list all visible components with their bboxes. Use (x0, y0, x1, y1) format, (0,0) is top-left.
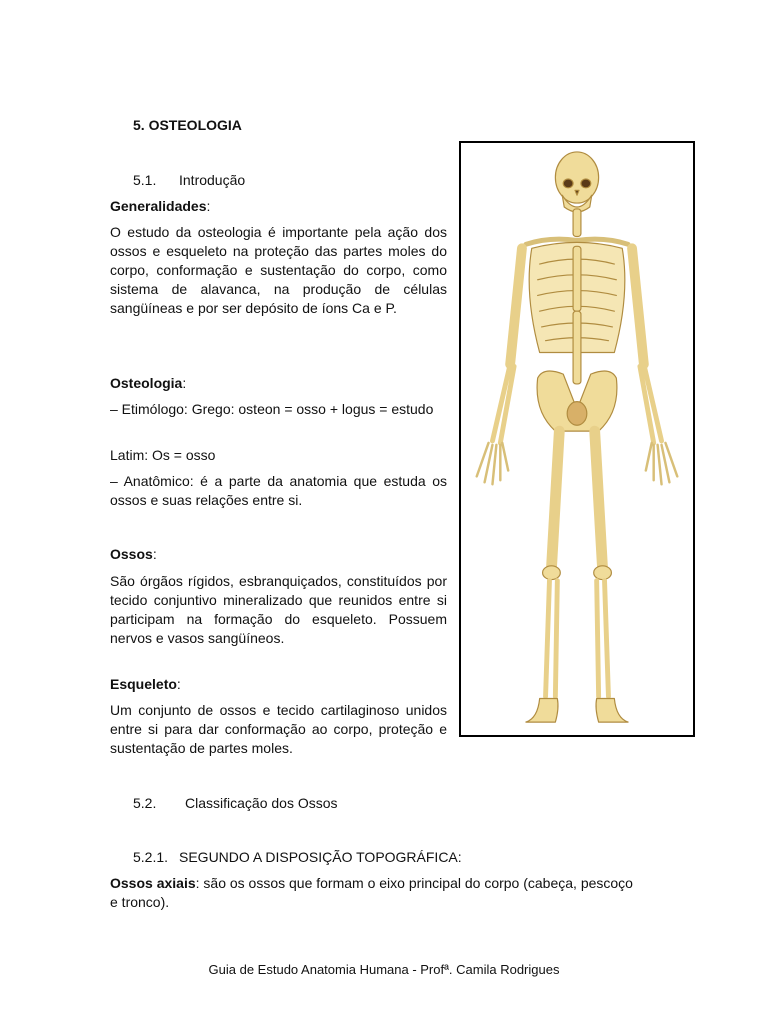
subsection-number: 5.2.1. (133, 849, 169, 865)
page-footer: Guia de Estudo Anatomia Humana - Profª. Camila Rodrigues (208, 962, 560, 977)
subsection-5-1 (133, 171, 245, 190)
label-colon: : (152, 546, 157, 562)
osteologia-etimologo: – Etimólogo: Grego: osteon = osso + logus = estudo (110, 401, 434, 417)
ossos-axiais-desc: : são os ossos que formam o eixo principal do corpo (cabeça, pescoço e tronco). (110, 875, 633, 910)
subsection-title: SEGUNDO A DISPOSIÇÃO TOPOGRÁFICA: (179, 849, 462, 865)
osteologia-label (110, 374, 186, 393)
subsection-5-2 (133, 794, 338, 813)
esqueleto-label (110, 675, 181, 694)
ossos-axiais-label: Ossos axiais (110, 875, 196, 891)
label-text: Generalidades (110, 198, 207, 214)
ossos-text: São órgãos rígidos, esbranquiçados, constituídos por tecido conjuntivo mineralizado que reunidos entre si participam na formação do esqueleto. Possuem nervos e vasos sangüíneos. (110, 573, 447, 646)
section-heading: 5. OSTEOLOGIA (133, 117, 242, 133)
ossos-axiais-text (110, 874, 640, 912)
label-colon: : (206, 198, 211, 214)
generalidades-label (110, 197, 210, 216)
subsection-title: Classificação dos Ossos (185, 795, 338, 811)
subsection-title: Introdução (179, 172, 246, 188)
label-text: Esqueleto (110, 676, 177, 692)
osteologia-anatomico: – Anatômico: é a parte da anatomia que estuda os ossos e suas relações entre si. (110, 473, 447, 508)
subsection-5-2-1 (133, 848, 462, 867)
skeleton-illustration (461, 143, 693, 735)
skeleton-figure (459, 141, 695, 737)
generalidades-text: O estudo da osteologia é importante pela ação dos ossos e esqueleto na proteção das partes moles do corpo, conformação e sustentação do corpo, como sistema de alavanca, na produção de células sangüíneas e por ser depósito de íons Ca e P. (110, 224, 447, 316)
label-text: Osteologia (110, 375, 183, 391)
label-colon: : (182, 375, 187, 391)
subsection-number: 5.2. (133, 795, 157, 811)
label-text: Ossos (110, 546, 153, 562)
label-colon: : (176, 676, 181, 692)
esqueleto-text: Um conjunto de ossos e tecido cartilaginoso unidos entre si para dar conformação ao corpo, proteção e sustentação de partes moles. (110, 702, 447, 756)
subsection-number: 5.1. (133, 172, 157, 188)
ossos-label (110, 545, 157, 564)
osteologia-latim: Latim: Os = osso (110, 447, 216, 463)
